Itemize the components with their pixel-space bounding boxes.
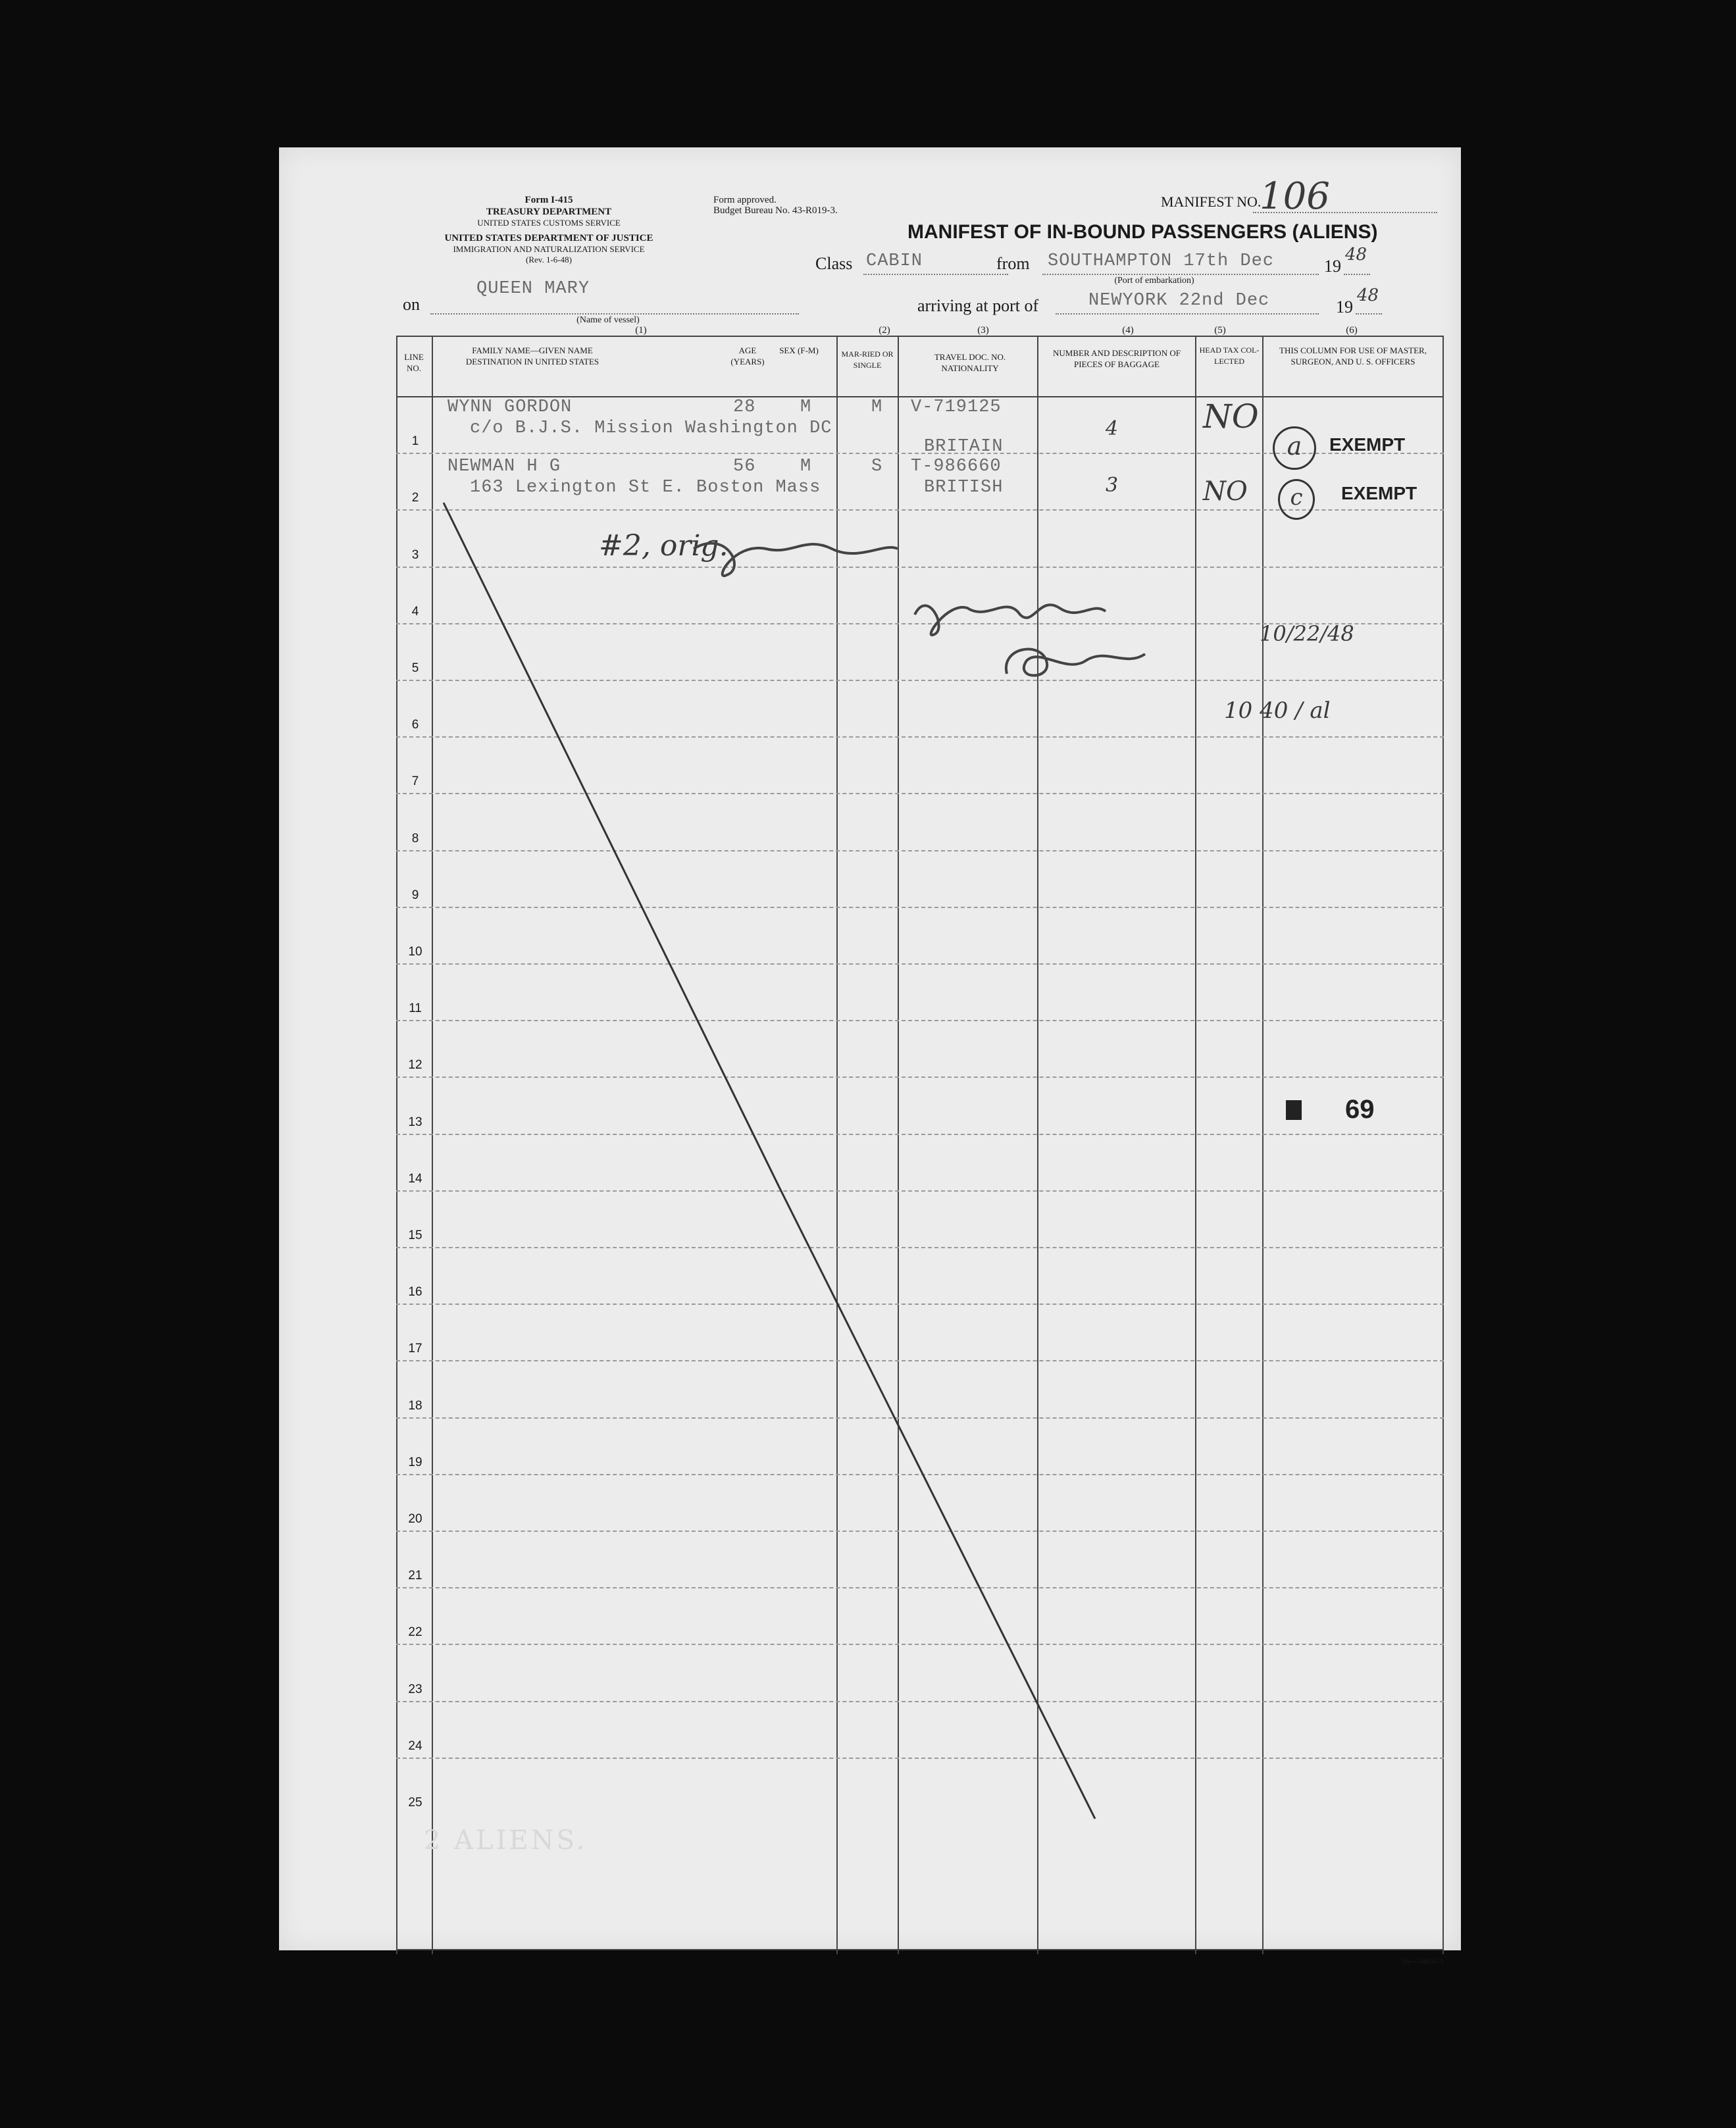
line-number: 11 — [409, 1001, 422, 1016]
line-number: 4 — [411, 604, 419, 619]
col-num-5: (5) — [1214, 325, 1226, 336]
passenger-marital: S — [871, 457, 883, 476]
on-label: on — [403, 295, 420, 314]
from-value: SOUTHAMPTON 17th Dec — [1048, 251, 1275, 271]
line-number: 22 — [408, 1625, 422, 1640]
class-value: CABIN — [866, 251, 923, 271]
line-number: 17 — [408, 1342, 422, 1356]
passenger-sex: M — [800, 457, 812, 476]
passenger-nationality: BRITAIN — [924, 437, 1004, 457]
line-number: 3 — [411, 547, 419, 562]
passenger-doc: V-719125 — [911, 397, 1002, 417]
line-number: 16 — [408, 1285, 422, 1300]
passenger-headtax: NO — [1203, 476, 1248, 507]
class-label: Class — [815, 254, 853, 273]
manifest-title: MANIFEST OF IN-BOUND PASSENGERS (ALIENS) — [907, 221, 1378, 243]
passenger-destination: c/o B.J.S. Mission Washington DC — [470, 418, 832, 438]
budget-bureau: Budget Bureau No. 43-R019-3. — [713, 205, 838, 216]
vessel-label: (Name of vessel) — [576, 315, 640, 325]
header-married: MAR-RIED OR SINGLE — [841, 349, 894, 370]
col-num-2: (2) — [879, 325, 890, 336]
line-number: 20 — [408, 1512, 422, 1526]
line-number: 10 — [408, 945, 422, 959]
line-number: 1 — [411, 434, 419, 449]
customs-service: UNITED STATES CUSTOMS SERVICE — [477, 218, 621, 228]
line-number: 15 — [408, 1229, 422, 1242]
col-num-4: (4) — [1122, 325, 1134, 336]
line-number: 24 — [408, 1738, 422, 1753]
col-num-6: (6) — [1346, 325, 1358, 336]
col-num-1: (1) — [635, 325, 647, 336]
passenger-code: c — [1278, 479, 1315, 520]
passenger-status-stamp: EXEMPT — [1341, 483, 1417, 503]
arriving-value: NEWYORK 22nd Dec — [1088, 291, 1270, 311]
year-value-2: 48 — [1357, 286, 1379, 305]
passenger-marital: M — [871, 397, 883, 417]
handwritten-note: #2, orig. — [599, 529, 728, 563]
form-number: Form I-415 — [524, 195, 573, 205]
from-label: from — [996, 254, 1030, 273]
line-number: 2 — [411, 491, 419, 505]
revision: (Rev. 1-6-48) — [526, 255, 572, 265]
stamp-number: 69 — [1345, 1095, 1375, 1124]
treasury-dept: TREASURY DEPARTMENT — [486, 207, 612, 217]
vessel-name: QUEEN MARY — [476, 279, 590, 299]
line-number: 14 — [408, 1171, 422, 1186]
year-prefix-2: 19 — [1336, 297, 1353, 317]
passenger-sex: M — [800, 397, 812, 417]
passenger-name: NEWMAN H G — [447, 457, 561, 476]
header-sex: SEX (F-M) — [779, 345, 819, 355]
col-num-3: (3) — [977, 325, 989, 336]
form-code: 16—54650-1 — [1402, 1956, 1444, 1965]
header-age: AGE (YEARS) — [730, 345, 765, 367]
footer-note: 2 ALIENS. — [424, 1825, 588, 1856]
line-number: 9 — [411, 888, 419, 902]
passenger-age: 56 — [733, 457, 756, 476]
passenger-status-stamp: EXEMPT — [1329, 434, 1406, 455]
year-value-1: 48 — [1345, 245, 1367, 265]
port-embark-label: (Port of embarkation) — [1114, 276, 1194, 286]
manifest-no-label: MANIFEST NO. — [1161, 193, 1262, 210]
manifest-page — [279, 147, 1461, 1965]
line-number: 18 — [408, 1398, 422, 1413]
header-headtax: HEAD TAX COL-LECTED — [1199, 345, 1260, 366]
passenger-baggage: 3 — [1106, 474, 1119, 497]
passenger-destination: 163 Lexington St E. Boston Mass — [470, 478, 821, 497]
passenger-age: 28 — [733, 397, 756, 417]
passenger-name: WYNN GORDON — [447, 397, 573, 417]
form-approved: Form approved. — [713, 195, 777, 205]
line-number: 21 — [408, 1569, 422, 1583]
line-number: 8 — [411, 831, 419, 846]
header-line-no: LINE NO. — [404, 352, 424, 373]
header-name: FAMILY NAME—GIVEN NAME DESTINATION IN UNITED STATES — [465, 345, 600, 367]
line-number: 6 — [411, 718, 419, 732]
line-number: 23 — [408, 1682, 422, 1696]
line-number: 19 — [408, 1455, 422, 1469]
passenger-nationality: BRITISH — [924, 478, 1004, 497]
manifest-number: 106 — [1260, 175, 1330, 218]
year-prefix-1: 19 — [1324, 257, 1341, 276]
header-officers: THIS COLUMN FOR USE OF MASTER, SURGEON, AND U. S. OFFICERS — [1279, 345, 1427, 367]
line-number: 7 — [411, 774, 419, 789]
passenger-code: a — [1273, 426, 1316, 470]
handwritten-date: 10/22/48 — [1260, 621, 1354, 646]
passenger-headtax: NO — [1203, 397, 1259, 436]
justice-dept: UNITED STATES DEPARTMENT OF JUSTICE — [444, 233, 653, 243]
header-travel: TRAVEL DOC. NO. NATIONALITY — [934, 352, 1006, 373]
line-number: 25 — [408, 1796, 422, 1810]
passenger-baggage: 4 — [1106, 417, 1119, 440]
cancel-line — [279, 147, 1461, 1950]
passenger-doc: T-986660 — [911, 457, 1002, 476]
line-number: 5 — [411, 661, 419, 675]
line-number: 12 — [408, 1058, 422, 1073]
arriving-label: arriving at port of — [917, 296, 1039, 315]
line-number: 13 — [408, 1115, 422, 1129]
header-baggage: NUMBER AND DESCRIPTION OF PIECES OF BAGGAGE — [1053, 348, 1181, 369]
handwritten-time: 10 40 / al — [1224, 697, 1331, 724]
ins-service: IMMIGRATION AND NATURALIZATION SERVICE — [453, 244, 645, 254]
